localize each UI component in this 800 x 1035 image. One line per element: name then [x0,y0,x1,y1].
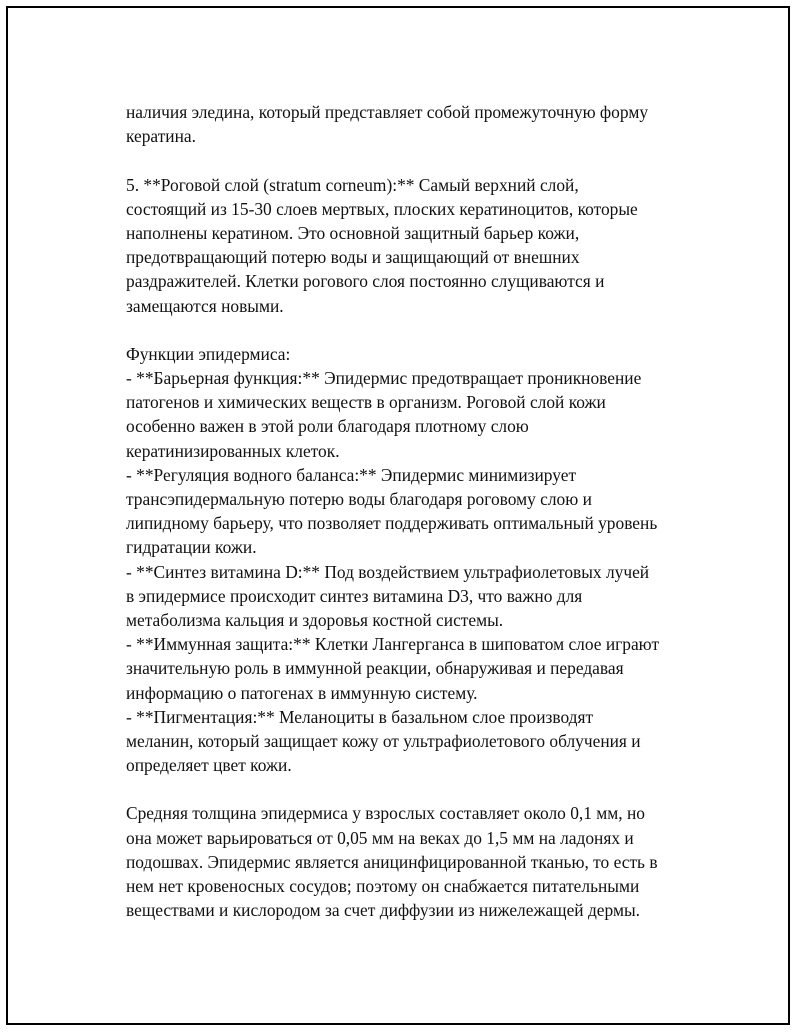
paragraph-line: наличия элединa, который представляет собой промежуточную форму [126,102,649,122]
list-item-line: трансэпидермальную потерю воды благодаря роговому слою и [126,489,592,509]
paragraph-gap [126,318,706,342]
list-item-line: в эпидермисе происходит синтез витамина D3, что важно для [126,585,583,606]
list-item-line: - **Барьерная функция:** Эпидермис предотвращает проникновение [126,368,642,389]
list-item-line: определяет цвет кожи. [126,755,292,776]
list-item-line: липидному барьеру, что позволяет поддерживать оптимальный уровень [126,513,658,534]
paragraph-line: 5. **Роговой слой (stratum corneum):** Самый верхний слой, [126,174,579,195]
paragraph-line: кератина. [126,126,196,147]
paragraph-gap [126,148,706,172]
paragraph-line: предотвращающий потерю воды и защищающий от внешних [126,247,580,268]
list-item-line: - **Синтез витамина D:** Под воздействием ультрафиолетовых лучей [126,561,650,582]
paragraph-line: раздражителей. Клетки рогового слоя постоянно слущиваются и [126,271,605,292]
document-body [126,100,706,922]
list-item-line: - **Пигментация:** Меланоциты в базальном слое производят [126,706,594,727]
list-item-line: меланин, который защищает кожу от ультрафиолетового облучения и [126,730,641,751]
list-item-line: информацию о патогенах в иммунную систему. [126,682,478,703]
list-item-line: значительную роль в иммунной реакции, обнаруживая и передавая [126,658,624,679]
list-item-line: особенно важен в этой роли благодаря плотному слою [126,416,529,437]
list-item-line: патогенов и химических веществ в организм. Роговой слой кожи [126,392,606,413]
paragraph-line: наполнены кератином. Это основной защитный барьер кожи, [126,222,580,243]
paragraph-line: она может варьироваться от 0,05 мм на веках до 1,5 мм на ладонях и [126,827,634,848]
paragraph-line: нем нет кровеносных сосудов; поэтому он снабжается питательными [126,876,640,896]
page-frame [6,6,790,1025]
paragraph-line: веществами и кислородом за счет диффузии из нижележащей дермы. [126,900,640,921]
list-item-line: - **Иммунная защита:** Клетки Лангерганса в шиповатом слое играют [126,634,660,655]
list-item-line: - **Регуляция водного баланса:** Эпидермис минимизирует [126,464,577,485]
paragraph-line: замещаются новыми. [126,295,284,316]
list-item-line: метаболизма кальция и здоровья костной системы. [126,609,504,630]
list-item-line: гидратации кожи. [126,537,257,558]
paragraph-line: Средняя толщина эпидермиса у взрослых составляет около 0,1 мм, но [126,803,645,824]
paragraph-gap [126,777,706,801]
paragraph-line: состоящий из 15-30 слоев мертвых, плоских кератиноцитов, которые [126,198,638,219]
paragraph-line: подошвах. Эпидермис является аницинфицированной тканью, то есть в [126,851,658,872]
section-heading: Функции эпидермиса: [126,343,291,364]
list-item-line: кератинизированных клеток. [126,440,340,461]
